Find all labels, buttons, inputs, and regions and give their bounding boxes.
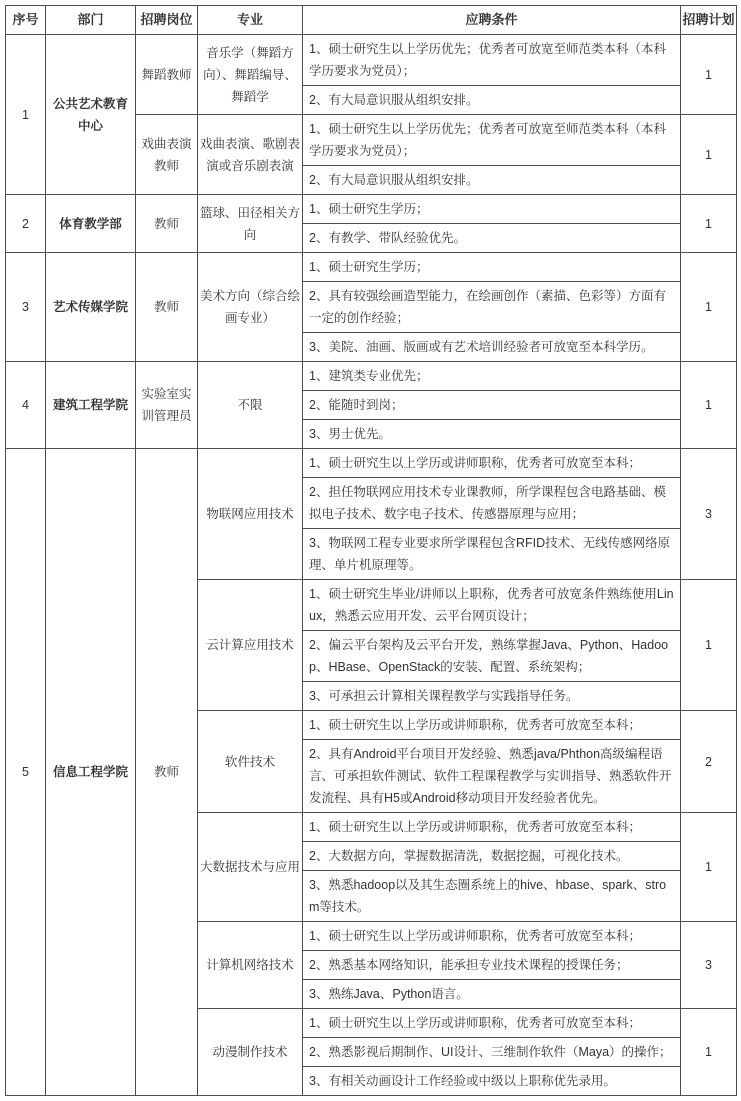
position-cell: 舞蹈教师 — [136, 35, 198, 115]
serial-cell: 5 — [6, 449, 46, 1096]
condition-cell: 2、能随时到岗； — [303, 391, 681, 420]
plan-cell: 1 — [681, 362, 737, 449]
condition-cell: 3、熟悉hadoop以及其生态圈系统上的hive、hbase、spark、strom等技术。 — [303, 871, 681, 922]
column-header: 部门 — [46, 6, 136, 35]
plan-cell: 1 — [681, 813, 737, 922]
condition-cell: 3、物联网工程专业要求所学课程包含RFID技术、无线传感网络原理、单片机原理等。 — [303, 529, 681, 580]
serial-cell: 2 — [6, 195, 46, 253]
major-cell: 动漫制作技术 — [198, 1009, 303, 1096]
condition-cell: 1、硕士研究生以上学历或讲师职称，优秀者可放宽至本科； — [303, 711, 681, 740]
plan-cell: 1 — [681, 35, 737, 115]
plan-cell: 3 — [681, 449, 737, 580]
table-row — [6, 195, 737, 224]
condition-cell: 2、大数据方向，掌握数据清洗，数据挖掘，可视化技术。 — [303, 842, 681, 871]
condition-cell: 2、具有Android平台项目开发经验、熟悉java/Phthon高级编程语言、可承担软件测试、软件工程课程教学与实训指导、熟悉软件开发流程、具有H5或Android移动项目开发经验者优先。 — [303, 740, 681, 813]
major-cell: 戏曲表演、歌剧表演或音乐剧表演 — [198, 115, 303, 195]
department-cell: 建筑工程学院 — [46, 362, 136, 449]
condition-cell: 1、硕士研究生以上学历或讲师职称，优秀者可放宽至本科； — [303, 1009, 681, 1038]
column-header: 序号 — [6, 6, 46, 35]
condition-cell: 3、可承担云计算相关课程教学与实践指导任务。 — [303, 682, 681, 711]
position-cell: 戏曲表演教师 — [136, 115, 198, 195]
header-row — [6, 6, 737, 35]
plan-cell: 1 — [681, 253, 737, 362]
major-cell: 物联网应用技术 — [198, 449, 303, 580]
major-cell: 不限 — [198, 362, 303, 449]
major-cell: 篮球、田径相关方向 — [198, 195, 303, 253]
department-cell: 艺术传媒学院 — [46, 253, 136, 362]
condition-cell: 3、熟练Java、Python语言。 — [303, 980, 681, 1009]
condition-cell: 3、有相关动画设计工作经验或中级以上职称优先录用。 — [303, 1067, 681, 1096]
major-cell: 云计算应用技术 — [198, 580, 303, 711]
plan-cell: 1 — [681, 580, 737, 711]
condition-cell: 1、硕士研究生以上学历优先；优秀者可放宽至师范类本科（本科学历要求为党员）； — [303, 35, 681, 86]
condition-cell: 3、男士优先。 — [303, 420, 681, 449]
condition-cell: 2、有大局意识服从组织安排。 — [303, 166, 681, 195]
serial-cell: 1 — [6, 35, 46, 195]
table-row — [6, 362, 737, 391]
plan-cell: 1 — [681, 195, 737, 253]
position-cell: 教师 — [136, 253, 198, 362]
plan-cell: 3 — [681, 922, 737, 1009]
condition-cell: 2、熟悉影视后期制作、UI设计、三维制作软件（Maya）的操作； — [303, 1038, 681, 1067]
position-cell: 教师 — [136, 449, 198, 1096]
serial-cell: 3 — [6, 253, 46, 362]
table-header — [6, 6, 737, 35]
column-header: 招聘计划 — [681, 6, 737, 35]
condition-cell: 2、熟悉基本网络知识，能承担专业技术课程的授课任务； — [303, 951, 681, 980]
table-row — [6, 35, 737, 86]
major-cell: 大数据技术与应用 — [198, 813, 303, 922]
department-cell: 信息工程学院 — [46, 449, 136, 1096]
plan-cell: 1 — [681, 1009, 737, 1096]
major-cell: 音乐学（舞蹈方向）、舞蹈编导、舞蹈学 — [198, 35, 303, 115]
condition-cell: 2、偏云平台架构及云平台开发，熟练掌握Java、Python、Hadoop、HBase、OpenStack的安装、配置、系统架构； — [303, 631, 681, 682]
condition-cell: 1、硕士研究生毕业/讲师以上职称，优秀者可放宽条件熟练使用Linux，熟悉云应用开发、云平台网页设计； — [303, 580, 681, 631]
position-cell: 教师 — [136, 195, 198, 253]
table-row — [6, 449, 737, 478]
major-cell: 软件技术 — [198, 711, 303, 813]
condition-cell: 1、硕士研究生以上学历优先；优秀者可放宽至师范类本科（本科学历要求为党员）； — [303, 115, 681, 166]
department-cell: 公共艺术教育中心 — [46, 35, 136, 195]
table-body — [6, 35, 737, 1096]
condition-cell: 2、担任物联网应用技术专业课教师，所学课程包含电路基础、模拟电子技术、数字电子技术、传感器原理与应用； — [303, 478, 681, 529]
condition-cell: 2、具有较强绘画造型能力，在绘画创作（素描、色彩等）方面有一定的创作经验； — [303, 282, 681, 333]
condition-cell: 1、硕士研究生学历； — [303, 253, 681, 282]
department-cell: 体育教学部 — [46, 195, 136, 253]
major-cell: 美术方向（综合绘画专业） — [198, 253, 303, 362]
condition-cell: 3、美院、油画、版画或有艺术培训经验者可放宽至本科学历。 — [303, 333, 681, 362]
condition-cell: 1、建筑类专业优先； — [303, 362, 681, 391]
plan-cell: 1 — [681, 115, 737, 195]
condition-cell: 2、有教学、带队经验优先。 — [303, 224, 681, 253]
plan-cell: 2 — [681, 711, 737, 813]
condition-cell: 1、硕士研究生以上学历或讲师职称，优秀者可放宽至本科； — [303, 922, 681, 951]
recruitment-table — [5, 5, 737, 1096]
column-header: 专业 — [198, 6, 303, 35]
position-cell: 实验室实训管理员 — [136, 362, 198, 449]
condition-cell: 1、硕士研究生以上学历或讲师职称，优秀者可放宽至本科； — [303, 813, 681, 842]
column-header: 招聘岗位 — [136, 6, 198, 35]
column-header: 应聘条件 — [303, 6, 681, 35]
condition-cell: 1、硕士研究生学历； — [303, 195, 681, 224]
major-cell: 计算机网络技术 — [198, 922, 303, 1009]
table-row — [6, 253, 737, 282]
serial-cell: 4 — [6, 362, 46, 449]
condition-cell: 1、硕士研究生以上学历或讲师职称，优秀者可放宽至本科； — [303, 449, 681, 478]
condition-cell: 2、有大局意识服从组织安排。 — [303, 86, 681, 115]
